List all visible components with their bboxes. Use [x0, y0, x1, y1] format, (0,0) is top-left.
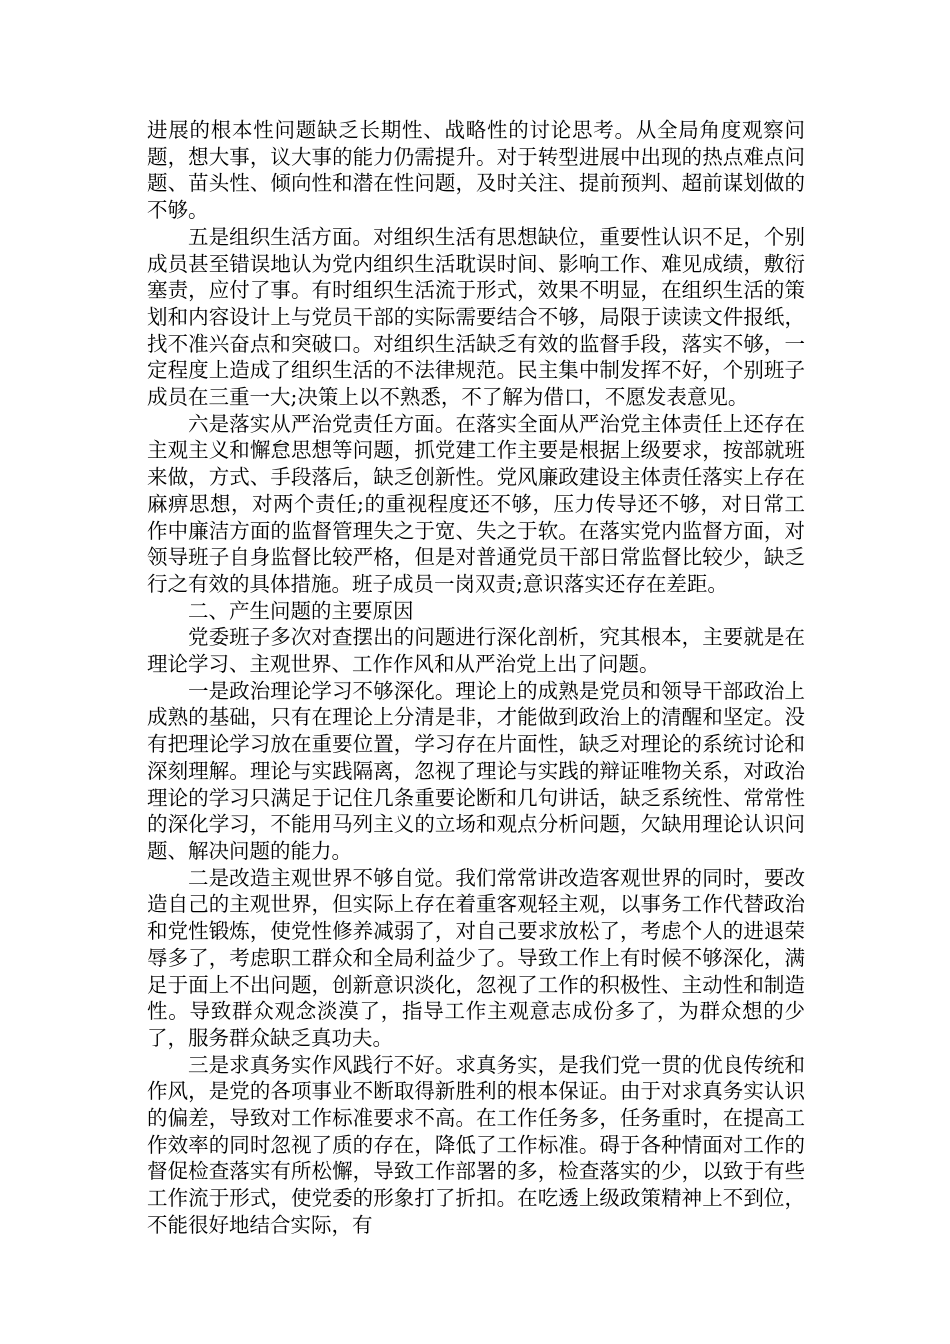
paragraph: 六是落实从严治党责任方面。在落实全面从严治党主体责任上还存在主观主义和懈怠思想等问题，抓党建工作主要是根据上级要求，按部就班来做，方式、手段落后，缺乏创新性。党风廉政建设主体责任落实上存在麻痹思想，对两个责任;的重视程度还不够，压力传导还不够，对日常工作中廉洁方面的监督管理失之于宽、失之于软。在落实党内监督方面，对领导班子自身监督比较严格，但是对普通党员干部日常监督比较少，缺乏行之有效的具体措施。班子成员一岗双责;意识落实还存在差距。: [147, 411, 805, 596]
paragraph: 五是组织生活方面。对组织生活有思想缺位，重要性认识不足，个别成员甚至错误地认为党内组织生活耽误时间、影响工作、难见成绩，敷衍塞责，应付了事。有时组织生活流于形式，效果不明显，在组织生活的策划和内容设计上与党员干部的实际需要结合不够，局限于读读文件报纸，找不准兴奋点和突破口。对组织生活缺乏有效的监督手段，落实不够，一定程度上造成了组织生活的不法律规范。民主集中制发挥不好，个别班子成员在三重一大;决策上以不熟悉，不了解为借口，不愿发表意见。: [147, 224, 805, 410]
section-heading: 二、产生问题的主要原因: [188, 598, 414, 623]
paragraph: 二是改造主观世界不够自觉。我们常常讲改造客观世界的同时，要改造自己的主观世界，但实际上存在着重客观轻主观，以事务工作代替政治和党性锻炼，使党性修养减弱了，对自己要求放松了，考虑个人的进退荣辱多了，考虑职工群众和全局利益少了。导致工作上有时候不够深化，满足于面上不出问题，创新意识淡化，忽视了工作的积极性、主动性和制造性。导致群众观念淡漠了，指导工作主观意志成份多了，为群众想的少了，服务群众缺乏真功夫。: [147, 865, 805, 1050]
document-page: [147, 117, 805, 1239]
paragraph: 三是求真务实作风践行不好。求真务实，是我们党一贯的优良传统和作风，是党的各项事业不断取得新胜利的根本保证。由于对求真务实认识的偏差，导致对工作标准要求不高。在工作任务多，任务重时，在提高工作效率的同时忽视了质的存在，降低了工作标准。碍于各种情面对工作的督促检查落实有所松懈，导致工作部署的多，检查落实的少，以致于有些工作流于形式，使党委的形象打了折扣。在吃透上级政策精神上不到位，不能很好地结合实际，有: [147, 1052, 805, 1237]
paragraph: 党委班子多次对查摆出的问题进行深化剖析，究其根本，主要就是在理论学习、主观世界、工作作风和从严治党上出了问题。: [147, 625, 805, 677]
paragraph: 一是政治理论学习不够深化。理论上的成熟是党员和领导干部政治上成熟的基础，只有在理论上分清是非，才能做到政治上的清醒和坚定。没有把理论学习放在重要位置，学习存在片面性，缺乏对理论的系统讨论和深刻理解。理论与实践隔离，忽视了理论与实践的辩证唯物关系，对政治理论的学习只满足于记住几条重要论断和几句讲话，缺乏系统性、常常性的深化学习，不能用马列主义的立场和观点分析问题，欠缺用理论认识问题、解决问题的能力。: [147, 678, 805, 863]
paragraph: 进展的根本性问题缺乏长期性、战略性的讨论思考。从全局角度观察问题，想大事，议大事的能力仍需提升。对于转型进展中出现的热点难点问题、苗头性、倾向性和潜在性问题，及时关注、提前预判、超前谋划做的不够。: [147, 118, 805, 223]
